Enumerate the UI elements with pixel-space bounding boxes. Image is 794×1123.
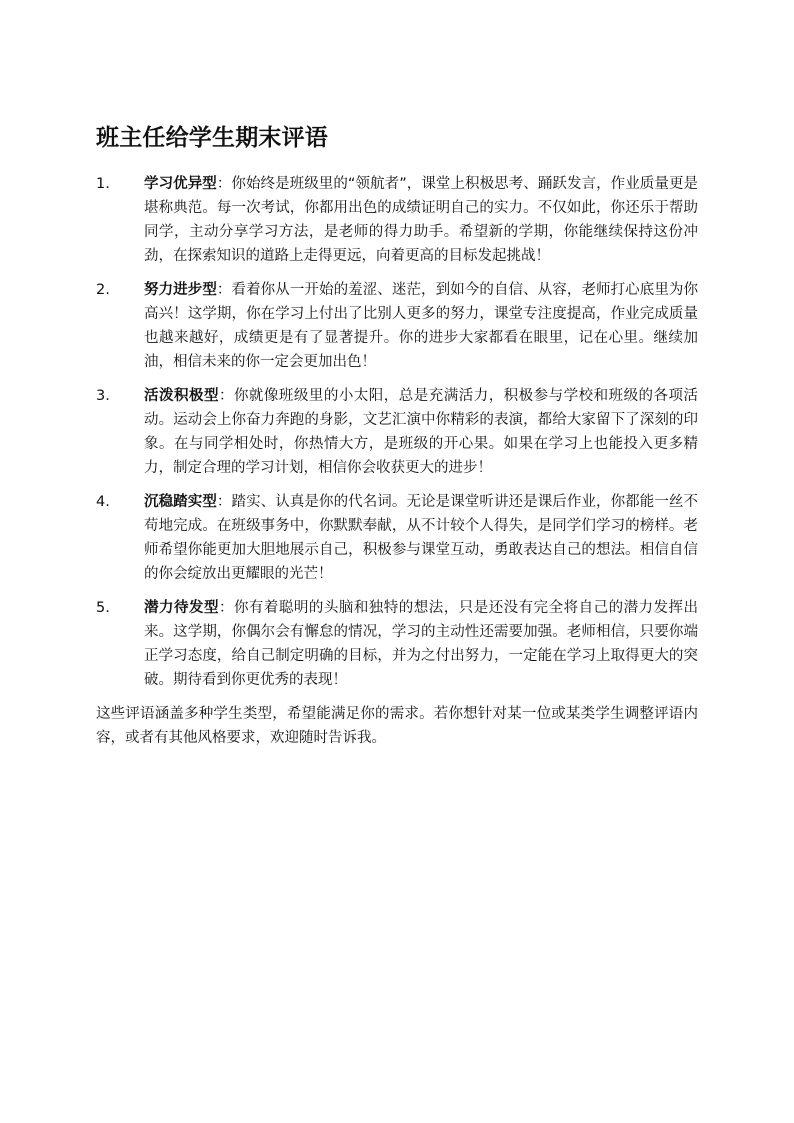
list-item-number: 3.: [96, 388, 110, 404]
list-item-label: 努力进步型: [144, 282, 217, 298]
closing-paragraph: 这些评语涵盖多种学生类型，希望能满足你的需求。若你想针对某一位或某类学生调整评语内容，或者有其他风格要求，欢迎随时告诉我。: [96, 706, 698, 746]
list-item-separator: ：: [218, 388, 234, 404]
page-title: 班主任给学生期末评语: [96, 125, 328, 151]
list-item-separator: ：: [216, 282, 232, 298]
list-item: [96, 278, 698, 374]
list-item-text: 看着你从一开始的羞涩、迷茫，到如今的自信、从容，老师打心底里为你高兴！这学期，你在学习上付出了比别人更多的努力，课堂专注度提高，作业完成质量也越来越好，成绩更是有了显著提升。你的进步大家都看在眼里，记在心里。继续加油，相信未来的你一定会更加出色！: [144, 282, 699, 370]
list-item: [96, 490, 698, 586]
list-item-text: 你就像班级里的小太阳，总是充满活力，积极参与学校和班级的各项活动。运动会上你奋力奔跑的身影，文艺汇演中你精彩的表演，都给大家留下了深刻的印象。在与同学相处时，你热情大方，是班级的开心果。如果在学习上也能投入更多精力，制定合理的学习计划，相信你会收获更大的进步！: [144, 388, 699, 476]
list-item-label: 潜力待发型: [144, 600, 219, 616]
list-item-label: 沉稳踏实型: [144, 494, 217, 510]
comment-list: [96, 172, 698, 692]
list-item-number: 4.: [96, 494, 110, 510]
list-item-label: 活泼积极型: [144, 388, 219, 404]
list-item: [96, 384, 698, 480]
list-item-separator: ：: [218, 600, 234, 616]
list-item-separator: ：: [216, 494, 232, 510]
list-item-label: 学习优异型: [144, 176, 217, 192]
list-item-number: 5.: [96, 600, 110, 616]
list-item-number: 1.: [96, 176, 110, 192]
list-item: [96, 172, 698, 268]
list-item-text: 你始终是班级里的“领航者”，课堂上积极思考、踊跃发言，作业质量更是堪称典范。每一次考试，你都用出色的成绩证明自己的实力。不仅如此，你还乐于帮助同学，主动分享学习方法，是老师的得力助手。希望新的学期，你能继续保持这份冲劲，在探索知识的道路上走得更远，向着更高的目标发起挑战！: [144, 176, 699, 264]
list-item-text: 踏实、认真是你的代名词。无论是课堂听讲还是课后作业，你都能一丝不苟地完成。在班级事务中，你默默奉献，从不计较个人得失，是同学们学习的榜样。老师希望你能更加大胆地展示自己，积极参与课堂互动，勇敢表达自己的想法。相信自信的你会绽放出更耀眼的光芒！: [144, 494, 699, 582]
list-item-number: 2.: [96, 282, 110, 298]
list-item-text: 你有着聪明的头脑和独特的想法，只是还没有完全将自己的潜力发挥出来。这学期，你偶尔会有懈怠的情况，学习的主动性还需要加强。老师相信，只要你端正学习态度，给自己制定明确的目标，并为之付出努力，一定能在学习上取得更大的突破。期待看到你更优秀的表现！: [144, 600, 699, 688]
list-item: [96, 596, 698, 692]
list-item-separator: ：: [216, 176, 232, 192]
